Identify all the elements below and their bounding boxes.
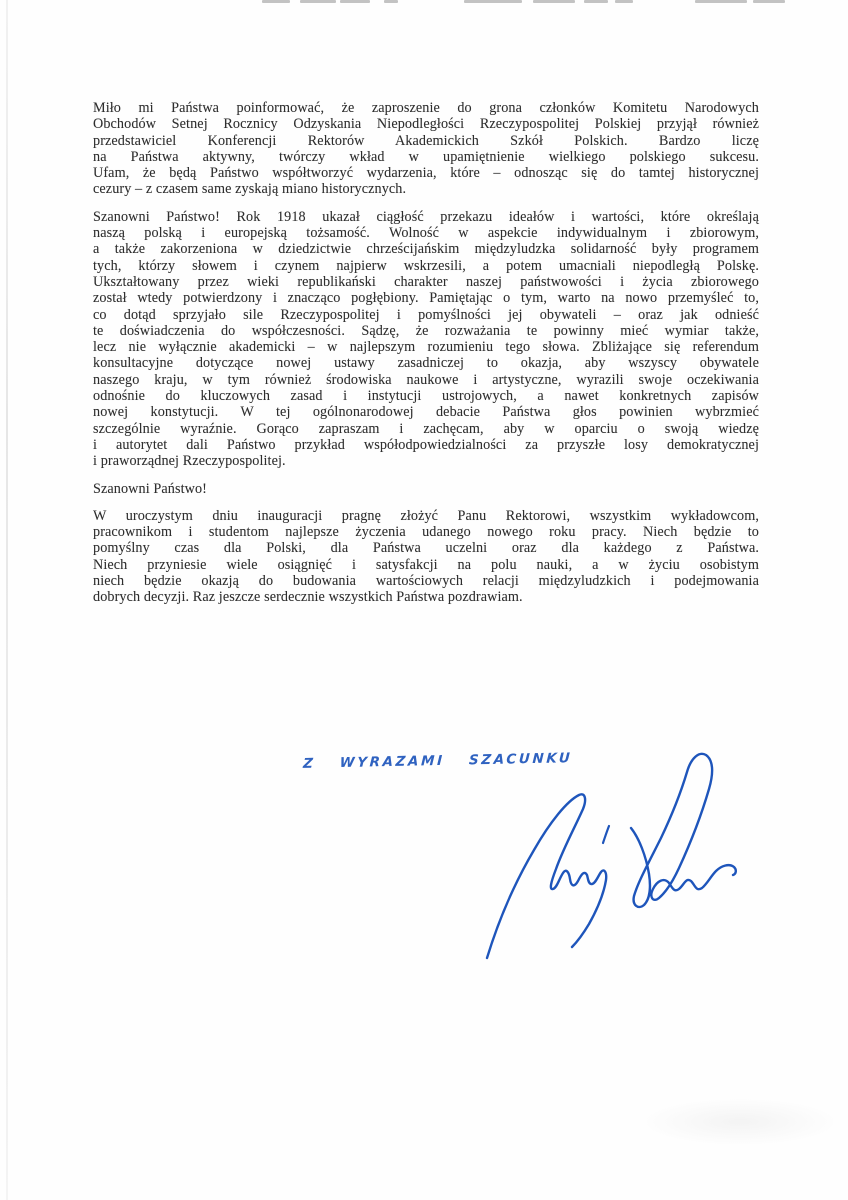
scan-artifact-top [615, 0, 633, 3]
signature-image [460, 740, 760, 970]
letter-line: Niech przyniesie wiele osiągnięć i satysfakcji na polu nauki, a w życiu osobistym [93, 556, 759, 573]
scan-artifact-top [533, 0, 575, 3]
letter-line: przedstawiciel Konferencji Rektorów Akademickich Szkół Polskich. Bardzo liczę [93, 132, 759, 149]
letter-line: odnośnie do kluczowych zasad i instytucji ustrojowych, a nawet konkretnych zapisów [93, 388, 759, 405]
scan-smudge [640, 1098, 840, 1146]
scan-artifact-top [384, 0, 398, 3]
letter-line: lecz nie wyłącznie akademicki – w najlepszym rozumieniu tego słowa. Zbliżające się referendum [93, 339, 759, 356]
scan-artifact-top [753, 0, 785, 3]
letter-line: a także zakorzeniona w dziedzictwie chrześcijańskim międzyludzka solidarność były programem [93, 241, 759, 258]
letter-line: Miło mi Państwa poinformować, że zaproszenie do grona członków Komitetu Narodowych [93, 100, 759, 116]
letter-line: nowej konstytucji. W tej ogólnonarodowej debacie Państwa głos powinien wybrzmieć [93, 404, 759, 421]
letter-line: tych, którzy słowem i czynem najpierw wskrzesili, a potem umacniali niepodległą Polskę. [93, 257, 759, 274]
scan-artifact-top [340, 0, 370, 3]
letter-line: na Państwa aktywny, twórczy wkład w upamiętnienie wielkiego polskiego sukcesu. [93, 148, 759, 165]
letter-line: te doświadczenia do współczesności. Sądzę, że rozważania te powinny mieć wymiar także, [93, 322, 759, 339]
letter-line: niech będzie okazją do budowania wartościowych relacji międzyludzkich i podejmowania [93, 573, 759, 590]
letter-line: i praworządnej Rzeczypospolitej. [93, 453, 286, 470]
letter-line: konsultacyjne dotyczące nowej ustawy zasadniczej to okazja, aby wszyscy obywatele [93, 355, 759, 372]
paragraph-3 [93, 508, 759, 606]
letter-line: Ukształtowany przez wieki republikański charakter naszej państwowości i życia zbiorowego [93, 273, 759, 290]
letter-line: cezury – z czasem same zyskają miano historycznych. [93, 181, 407, 198]
letter-body [93, 100, 759, 617]
letter-line: Szanowni Państwo! [93, 480, 208, 497]
handwritten-closing-phrase: Z WYRAZAMI SZACUNKU [302, 750, 573, 772]
letter-line: Obchodów Setnej Rocznicy Odzyskania Niepodległości Rzeczypospolitej Polskiej przyjął również [93, 116, 759, 133]
letter-line: dobrych decyzji. Raz jeszcze serdecznie wszystkich Państwa pozdrawiam. [93, 589, 523, 606]
letter-line: pracownikom i studentom najlepsze życzenia udanego nowego roku pracy. Niech będzie to [93, 524, 759, 541]
scan-edge-line [6, 0, 8, 1200]
letter-line: Ufam, że będą Państwo współtworzyć wydarzenia, które – odnosząc się do tamtej historycznej [93, 165, 759, 182]
scan-artifact-top [464, 0, 522, 3]
letter-line: Szanowni Państwo! Rok 1918 ukazał ciągłość przekazu ideałów i wartości, które określają [93, 208, 759, 225]
salutation [93, 481, 759, 497]
scan-artifact-top [584, 0, 608, 3]
letter-line: naszego kraju, w tym również środowiska naukowe i artystyczne, wyrazili swoje oczekiwania [93, 371, 759, 388]
letter-line: naszą polską i europejską tożsamość. Wolność w aspekcie indywidualnym i zbiorowym, [93, 225, 759, 242]
paragraph-2 [93, 209, 759, 470]
letter-line: co dotąd sprzyjało sile Rzeczypospolitej i pomyślności jej obywateli – oraz jak odnieść [93, 306, 759, 323]
paragraph-1 [93, 100, 759, 198]
scan-artifact-top [695, 0, 747, 3]
letter-line: szczególnie wyraźnie. Gorąco zapraszam i zachęcam, aby w oparciu o swoją wiedzę [93, 420, 759, 437]
letter-line: został wtedy potwierdzony i znacząco pogłębiony. Pamiętając o tym, warto na nowo przemyśleć to, [93, 290, 759, 307]
scan-artifact-top [300, 0, 336, 3]
letter-line: pomyślny czas dla Polski, dla Państwa uczelni oraz dla każdego z Państwa. [93, 540, 759, 557]
letter-line: W uroczystym dniu inauguracji pragnę złożyć Panu Rektorowi, wszystkim wykładowcom, [93, 507, 759, 524]
scan-artifact-top [262, 0, 290, 3]
letter-line: i autorytet dali Państwo przykład współodpowiedzialności za przyszłe losy demokratycznej [93, 436, 759, 453]
